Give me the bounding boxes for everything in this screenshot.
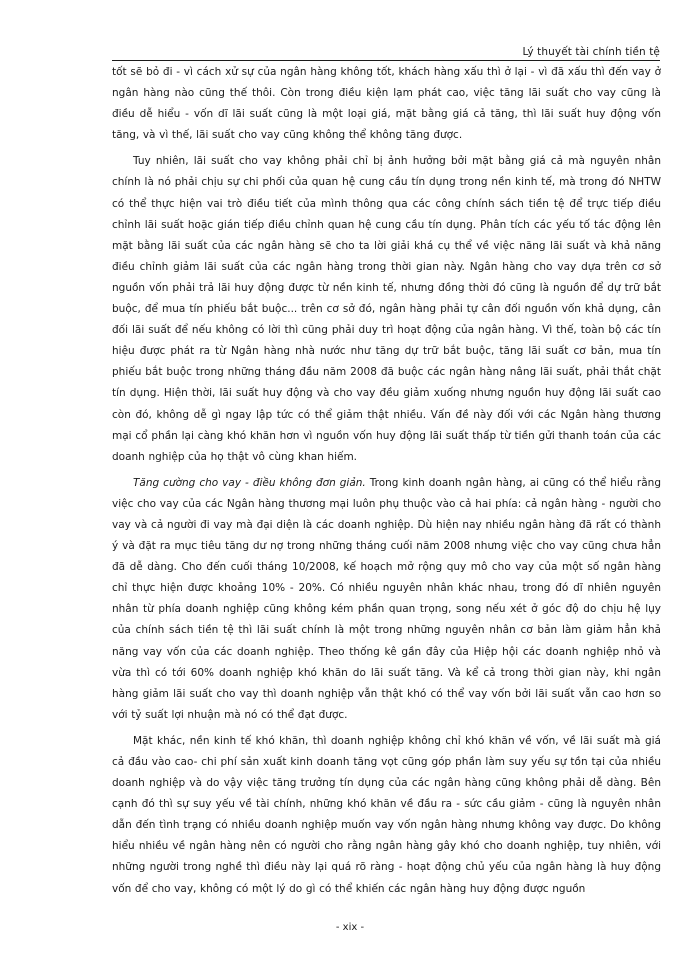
paragraph-economy-difficulties: Mặt khác, nền kinh tế khó khăn, thì doanh nghiệp không chỉ khó khăn về vốn, về lãi suất mà giá cả đầu vào cao- chi phí sản xuất kinh doanh tăng vọt cũng góp phần làm suy yếu sự tồn tại của nhiều doanh nghiệp và do vậy việc tăng trưởng tín dụng của các ngân hàng cũng không phải dễ dàng. Bên cạnh đó thì sự suy yếu về tài chính, những khó khăn về đầu ra - sức cầu giảm - cũng là nguyên nhân dẫn đến tình trạng có nhiều doanh nghiệp muốn vay vốn ngân hàng nhưng không vay được. Do không hiểu nhiều về ngân hàng nên có người cho rằng ngân hàng gây khó cho doanh nghiệp, tuy nhiên, với những người trong nghề thì điều này lại quá rõ ràng - hoạt động chủ yếu của ngân hàng là huy động vốn để cho vay, không có một lý do gì có thể khiến các ngân hàng huy động được nguồn bbox=[112, 734, 661, 895]
paragraph-lead-body: Trong kinh doanh ngân hàng, ai cũng có thể hiểu rằng việc cho vay của các Ngân hàng thương mại luôn phụ thuộc vào cả hai phía: cả ngân hàng - người cho vay và cả người đi vay mà đại diện là các doanh nghiệp. Dù hiện nay nhiều ngân hàng đã rất có thành ý và đặt ra mục tiêu tăng dư nợ trong những tháng cuối năm 2008 nhưng việc cho vay cũng chưa hẳn đã dễ dàng. Cho đến cuối tháng 10/2008, kế hoạch mở rộng quy mô cho vay của một số ngân hàng chỉ thực hiện được khoảng 10% - 20%. Có nhiều nguyên nhân khác nhau, trong đó dĩ nhiên nguyên nhân từ phía doanh nghiệp cũng không kém phần quan trọng, song nếu xét ở góc độ do chịu hệ lụy của chính sách tiền tệ thì lãi suất chính là một trong những nguyên nhân cơ bản làm giảm hẳn khả năng vay vốn của các doanh nghiệp. Theo thống kê gần đây của Hiệp hội các doanh nghiệp nhỏ và vừa thì có tới 60% doanh nghiệp khó khăn do lãi suất tăng. Và kể cả trong thời gian này, khi ngân hàng giảm lãi suất cho vay thì doanh nghiệp vẫn thật khó có thể vay vốn bởi lãi suất vẫn cao hơn so với tỷ suất lợi nhuận mà nó có thể đạt được. bbox=[112, 476, 661, 721]
paragraph-increase-lending bbox=[112, 473, 661, 726]
page-number: - xix - bbox=[335, 922, 365, 933]
running-header: Lý thuyết tài chính tiền tệ bbox=[522, 46, 660, 58]
document-body bbox=[112, 62, 661, 905]
header-rule bbox=[112, 60, 660, 61]
paragraph-lead-italic: Tăng cường cho vay - điều không đơn giản. bbox=[133, 476, 366, 489]
paragraph-lending-rate: Tuy nhiên, lãi suất cho vay không phải chỉ bị ảnh hưởng bởi mặt bằng giá cả mà nguyên nhân chính là nó phải chịu sự chi phối của quan hệ cung cầu tín dụng trong nền kinh tế, mà trong đó NHTW có thể thực hiện vai trò điều tiết của mình thông qua các công chính sách tiền tệ để trực tiếp điều chỉnh lãi suất hoặc gián tiếp điều chỉnh quan hệ cung cầu tín dụng. Phân tích các yếu tố tác động lên mặt bằng lãi suất của các ngân hàng sẽ cho ta lời giải khá cụ thể về việc năng lãi suất và khả năng điều chỉnh giảm lãi suất của các ngân hàng trong thời gian này. Ngân hàng cho vay dựa trên cơ sở nguồn vốn phải trả lãi huy động được từ nền kinh tế, nhưng đồng thời đó cũng là nguồn để dự trữ bắt buộc, để mua tín phiếu bắt buộc... trên cơ sở đó, ngân hàng phải tự cân đối nguồn vốn khả dụng, cân đối lãi suất để nếu không có lời thì cũng phải duy trì hoạt động của ngân hàng. Vì thế, toàn bộ các tín hiệu được phát ra từ Ngân hàng nhà nước như tăng dự trữ bắt buộc, tăng lãi suất cơ bản, mua tín phiếu bắt buộc trong những tháng đầu năm 2008 đã buộc các ngân hàng nâng lãi suất, phải thắt chặt tín dụng. Hiện thời, lãi suất huy động và cho vay đều giảm xuống nhưng nguồn huy động lãi suất cao còn đó, không dễ gì ngay lập tức có thể giảm thật nhiều. Vấn đề này đối với các Ngân hàng thương mại cổ phần lại càng khó khăn hơn vì nguồn vốn huy động lãi suất thấp từ tiền gửi thanh toán của các doanh nghiệp của họ thật vô cùng khan hiếm. bbox=[112, 155, 661, 463]
paragraph-continuation: tốt sẽ bỏ đi - vì cách xử sự của ngân hàng không tốt, khách hàng xấu thì ở lại - vì đã xấu thì đến vay ở ngân hàng nào cũng thế thôi. Còn trong điều kiện lạm phát cao, việc tăng lãi suất cho vay cũng là điều dễ hiểu - vốn dĩ lãi suất cũng là một loại giá, mặt bằng giá cả tăng, thì lãi suất huy động vốn tăng, và vì thế, lãi suất cho vay cũng không thể không tăng được. bbox=[112, 66, 661, 142]
